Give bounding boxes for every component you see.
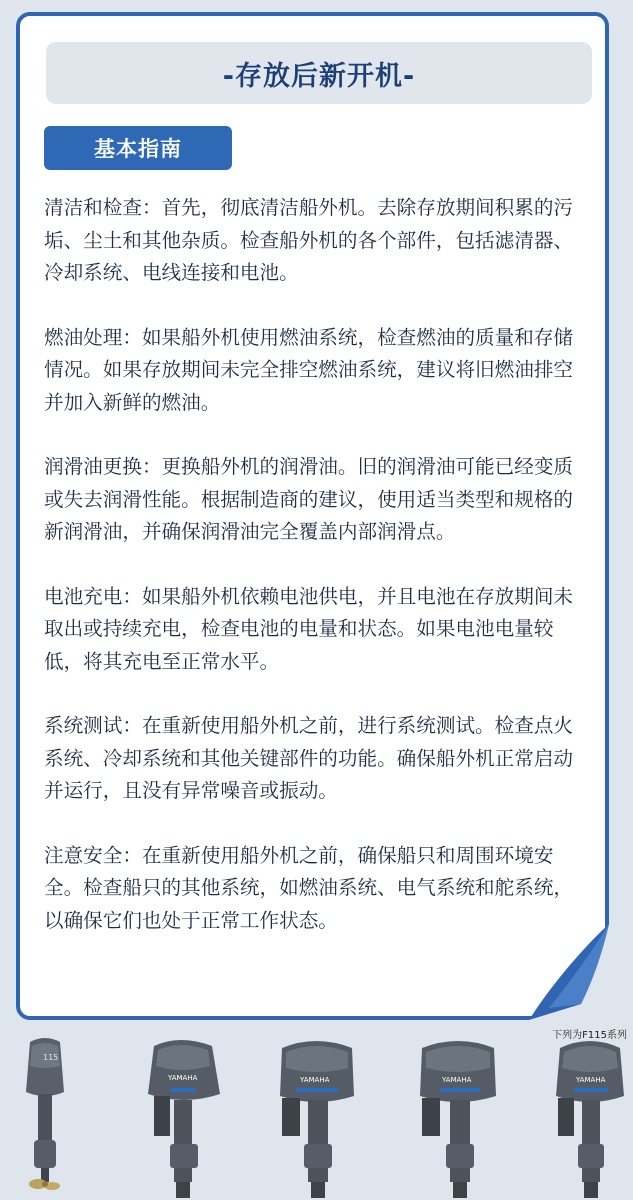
section-tag xyxy=(44,126,232,170)
section-tag-label: 基本指南 xyxy=(94,137,182,161)
series-caption: 下列为F115系列 xyxy=(552,1030,627,1041)
paragraph-battery: 电池充电：如果船外机依赖电池供电，并且电池在存放期间未取出或持续充电，检查电池的电量和状态。如果电池电量较低，将其充电至正常水平。 xyxy=(44,584,574,673)
outboard-motor-side-image xyxy=(140,1036,226,1200)
paragraph-cleaning: 清洁和检查：首先，彻底清洁船外机。去除存放期间积累的污垢、尘土和其他杂质。检查船外机的各个部件，包括滤清器、冷却系统、电线连接和电池。 xyxy=(44,196,574,284)
header-bar xyxy=(46,42,592,104)
paragraph-safety: 注意安全：在重新使用船外机之前，确保船只和周围环境安全。检查船只的其他系统，如燃油系统、电气系统和舵系统，以确保它们也处于正常工作状态。 xyxy=(44,843,574,932)
paragraph-fuel: 燃油处理：如果船外机使用燃油系统，检查燃油的质量和存储情况。如果存放期间未完全排空燃油系统，建议将旧燃油排空并加入新鲜的燃油。 xyxy=(44,325,574,414)
outboard-motor-angle-image xyxy=(412,1036,502,1200)
page-curl-icon xyxy=(529,924,609,1020)
content-card xyxy=(16,12,609,1020)
motor-3-brand: YAMAHA xyxy=(300,1076,330,1084)
outboard-motor-rear-image xyxy=(14,1036,76,1200)
paragraph-list xyxy=(44,192,584,969)
paragraph-system-test: 系统测试：在重新使用船外机之前，进行系统测试。检查点火系统、冷却系统和其他关键部件的功能。确保船外机正常启动并运行，且没有异常噪音或振动。 xyxy=(44,714,574,802)
paragraph-oil: 润滑油更换：更换船外机的润滑油。旧的润滑油可能已经变质或失去润滑性能。根据制造商的建议，使用适当类型和规格的新润滑油，并确保润滑油完全覆盖内部润滑点。 xyxy=(44,455,574,543)
outboard-motor-gallery xyxy=(0,1036,633,1200)
page-title: -存放后新开机- xyxy=(222,60,416,92)
motor-2-brand: YAMAHA xyxy=(168,1074,198,1082)
outboard-motor-front-image xyxy=(274,1036,360,1200)
motor-4-brand: YAMAHA xyxy=(442,1076,472,1084)
motor-1-model: 115 xyxy=(43,1053,59,1062)
motor-5-brand: YAMAHA xyxy=(576,1076,606,1084)
outboard-motor-side2-image xyxy=(550,1036,628,1200)
